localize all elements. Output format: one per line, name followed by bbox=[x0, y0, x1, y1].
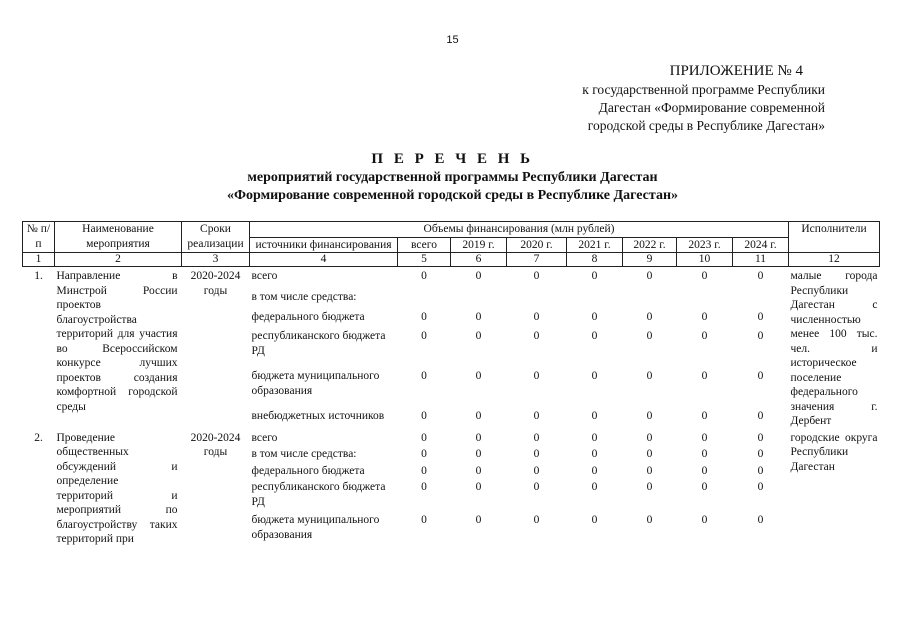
funding-source: всего bbox=[251, 431, 278, 444]
funding-source: бюджета муниципального образования bbox=[251, 370, 380, 397]
funding-value: 0 bbox=[757, 409, 764, 422]
measure-terms: 2020-2024 годы bbox=[190, 431, 241, 458]
funding-value: 0 bbox=[757, 464, 764, 477]
funding-value: 0 bbox=[646, 270, 653, 282]
funding-value: 0 bbox=[646, 514, 653, 527]
funding-value: 0 bbox=[591, 481, 598, 494]
heading-line-1: мероприятий государственной программы Республики Дагестан bbox=[247, 169, 658, 185]
funding-value: 0 bbox=[421, 431, 427, 444]
funding-value: 0 bbox=[646, 464, 653, 477]
funding-value: 0 bbox=[475, 481, 482, 494]
table-row bbox=[23, 429, 880, 448]
funding-value bbox=[567, 290, 623, 310]
funding-value: 0 bbox=[646, 370, 653, 382]
funding-value: 0 bbox=[701, 431, 708, 444]
funding-source: в том числе средства: bbox=[251, 448, 357, 461]
funding-value: 0 bbox=[701, 270, 708, 282]
header-name: Наименование мероприятия bbox=[55, 222, 182, 253]
funding-value bbox=[507, 290, 567, 310]
header-2022: 2022 г. bbox=[623, 237, 677, 253]
funding-value: 0 bbox=[533, 514, 540, 527]
funding-value: 0 bbox=[533, 448, 540, 461]
column-number: 5 bbox=[398, 253, 451, 267]
table-row bbox=[23, 267, 880, 290]
funding-value: 0 bbox=[533, 481, 540, 494]
funding-value: 0 bbox=[533, 464, 540, 477]
funding-value bbox=[733, 290, 789, 310]
column-number: 1 bbox=[23, 253, 55, 267]
funding-value: 0 bbox=[475, 464, 482, 477]
header-2019: 2019 г. bbox=[451, 237, 507, 253]
header-total: всего bbox=[398, 237, 451, 253]
funding-value: 0 bbox=[701, 481, 708, 494]
funding-value: 0 bbox=[757, 330, 764, 343]
header-executors: Исполнители bbox=[789, 222, 880, 253]
funding-value: 0 bbox=[646, 330, 653, 343]
measure-executors: малые города Республики Дагестан с численностью менее 100 тыс. чел. и историческое поселение федерального значения г. Дербент bbox=[790, 270, 878, 427]
funding-value: 0 bbox=[475, 448, 482, 461]
funding-value: 0 bbox=[591, 464, 598, 477]
funding-value: 0 bbox=[475, 514, 482, 527]
funding-source: федерального бюджета bbox=[251, 464, 365, 477]
funding-value: 0 bbox=[421, 330, 427, 343]
column-number: 3 bbox=[182, 253, 250, 267]
funding-value: 0 bbox=[533, 370, 540, 382]
funding-value: 0 bbox=[421, 310, 427, 323]
funding-value: 0 bbox=[533, 310, 540, 323]
funding-value: 0 bbox=[475, 409, 482, 422]
row-number: 2. bbox=[34, 431, 43, 444]
funding-value: 0 bbox=[701, 409, 708, 422]
funding-value: 0 bbox=[701, 370, 708, 382]
funding-value: 0 bbox=[533, 330, 540, 343]
annex-block bbox=[525, 62, 825, 135]
column-number: 4 bbox=[250, 253, 398, 267]
funding-value: 0 bbox=[646, 481, 653, 494]
funding-value: 0 bbox=[421, 409, 427, 422]
header-num: № п/п bbox=[23, 222, 55, 253]
funding-value: 0 bbox=[421, 370, 427, 382]
annex-line-2: Дагестан «Формирование современной bbox=[598, 100, 825, 115]
funding-value bbox=[623, 290, 677, 310]
funding-value: 0 bbox=[646, 448, 653, 461]
funding-value: 0 bbox=[591, 409, 598, 422]
funding-value: 0 bbox=[591, 330, 598, 343]
column-number: 11 bbox=[733, 253, 789, 267]
funding-value: 0 bbox=[701, 330, 708, 343]
funding-value: 0 bbox=[533, 431, 540, 444]
measure-name: Направление в Минстрой России проектов благоустройства территорий для участия во Всероссийском конкурсе лучших проектов создания комфортной городской среды bbox=[56, 270, 178, 413]
page-number: 15 bbox=[446, 34, 459, 46]
funding-value bbox=[451, 290, 507, 310]
funding-value: 0 bbox=[591, 270, 598, 282]
header-2023: 2023 г. bbox=[677, 237, 733, 253]
funding-value: 0 bbox=[757, 431, 764, 444]
funding-source: федерального бюджета bbox=[251, 310, 365, 323]
measure-terms: 2020-2024 годы bbox=[190, 270, 241, 297]
header-2024: 2024 г. bbox=[733, 237, 789, 253]
funding-value: 0 bbox=[591, 310, 598, 323]
funding-value: 0 bbox=[757, 514, 764, 527]
funding-value bbox=[398, 290, 451, 310]
column-number: 12 bbox=[789, 253, 880, 267]
funding-value: 0 bbox=[475, 370, 482, 382]
measure-executors: городские округа Республики Дагестан bbox=[790, 431, 878, 473]
funding-value: 0 bbox=[421, 270, 427, 282]
header-sources: источники финансирования bbox=[250, 237, 398, 253]
funding-value: 0 bbox=[646, 409, 653, 422]
annex-title: ПРИЛОЖЕНИЕ № 4 bbox=[669, 63, 803, 79]
header-terms: Сроки реализации bbox=[182, 222, 250, 253]
funding-value: 0 bbox=[533, 409, 540, 422]
funding-source: в том числе средства: bbox=[251, 290, 357, 303]
heading-line-2: «Формирование современной городской среды в Республике Дагестан» bbox=[226, 188, 679, 203]
measure-name: Проведение общественных обсуждений и определение территорий и мероприятий по благоустройству таких территорий при bbox=[56, 431, 178, 545]
column-number: 10 bbox=[677, 253, 733, 267]
funding-source: всего bbox=[251, 270, 278, 282]
funding-value: 0 bbox=[701, 464, 708, 477]
annex-line-3: городской среды в Республике Дагестан» bbox=[587, 118, 825, 133]
funding-value: 0 bbox=[757, 448, 764, 461]
header-funding: Объемы финансирования (млн рублей) bbox=[250, 222, 789, 238]
funding-value: 0 bbox=[475, 330, 482, 343]
column-number: 8 bbox=[567, 253, 623, 267]
column-number: 6 bbox=[451, 253, 507, 267]
funding-value: 0 bbox=[591, 370, 598, 382]
header-2020: 2020 г. bbox=[507, 237, 567, 253]
funding-value: 0 bbox=[591, 448, 598, 461]
column-number: 9 bbox=[623, 253, 677, 267]
funding-value: 0 bbox=[533, 270, 540, 282]
funding-source: бюджета муниципального образования bbox=[251, 514, 380, 541]
funding-value: 0 bbox=[757, 310, 764, 323]
funding-value: 0 bbox=[757, 481, 764, 494]
funding-source: республиканского бюджета РД bbox=[251, 330, 386, 357]
funding-source: республиканского бюджета РД bbox=[251, 481, 386, 508]
funding-value: 0 bbox=[757, 270, 764, 282]
heading-title: П Е Р Е Ч Е Н Ь bbox=[371, 151, 534, 167]
funding-value: 0 bbox=[591, 431, 598, 444]
funding-value: 0 bbox=[475, 310, 482, 323]
measures-table bbox=[22, 221, 880, 547]
document-heading bbox=[0, 150, 905, 206]
funding-value: 0 bbox=[701, 448, 708, 461]
funding-value: 0 bbox=[646, 431, 653, 444]
column-number: 2 bbox=[55, 253, 182, 267]
funding-value: 0 bbox=[475, 431, 482, 444]
funding-value: 0 bbox=[646, 310, 653, 323]
annex-line-1: к государственной программе Республики bbox=[582, 82, 825, 97]
funding-value: 0 bbox=[475, 270, 482, 282]
funding-value: 0 bbox=[421, 464, 427, 477]
header-2021: 2021 г. bbox=[567, 237, 623, 253]
funding-value bbox=[677, 290, 733, 310]
funding-value: 0 bbox=[421, 481, 427, 494]
funding-value: 0 bbox=[421, 514, 427, 527]
table-body bbox=[23, 267, 880, 547]
funding-value: 0 bbox=[591, 514, 598, 527]
row-number: 1. bbox=[34, 270, 43, 282]
funding-value: 0 bbox=[421, 448, 427, 461]
funding-value: 0 bbox=[757, 370, 764, 382]
funding-value: 0 bbox=[701, 514, 708, 527]
column-number: 7 bbox=[507, 253, 567, 267]
funding-value: 0 bbox=[701, 310, 708, 323]
funding-source: внебюджетных источников bbox=[251, 409, 385, 422]
